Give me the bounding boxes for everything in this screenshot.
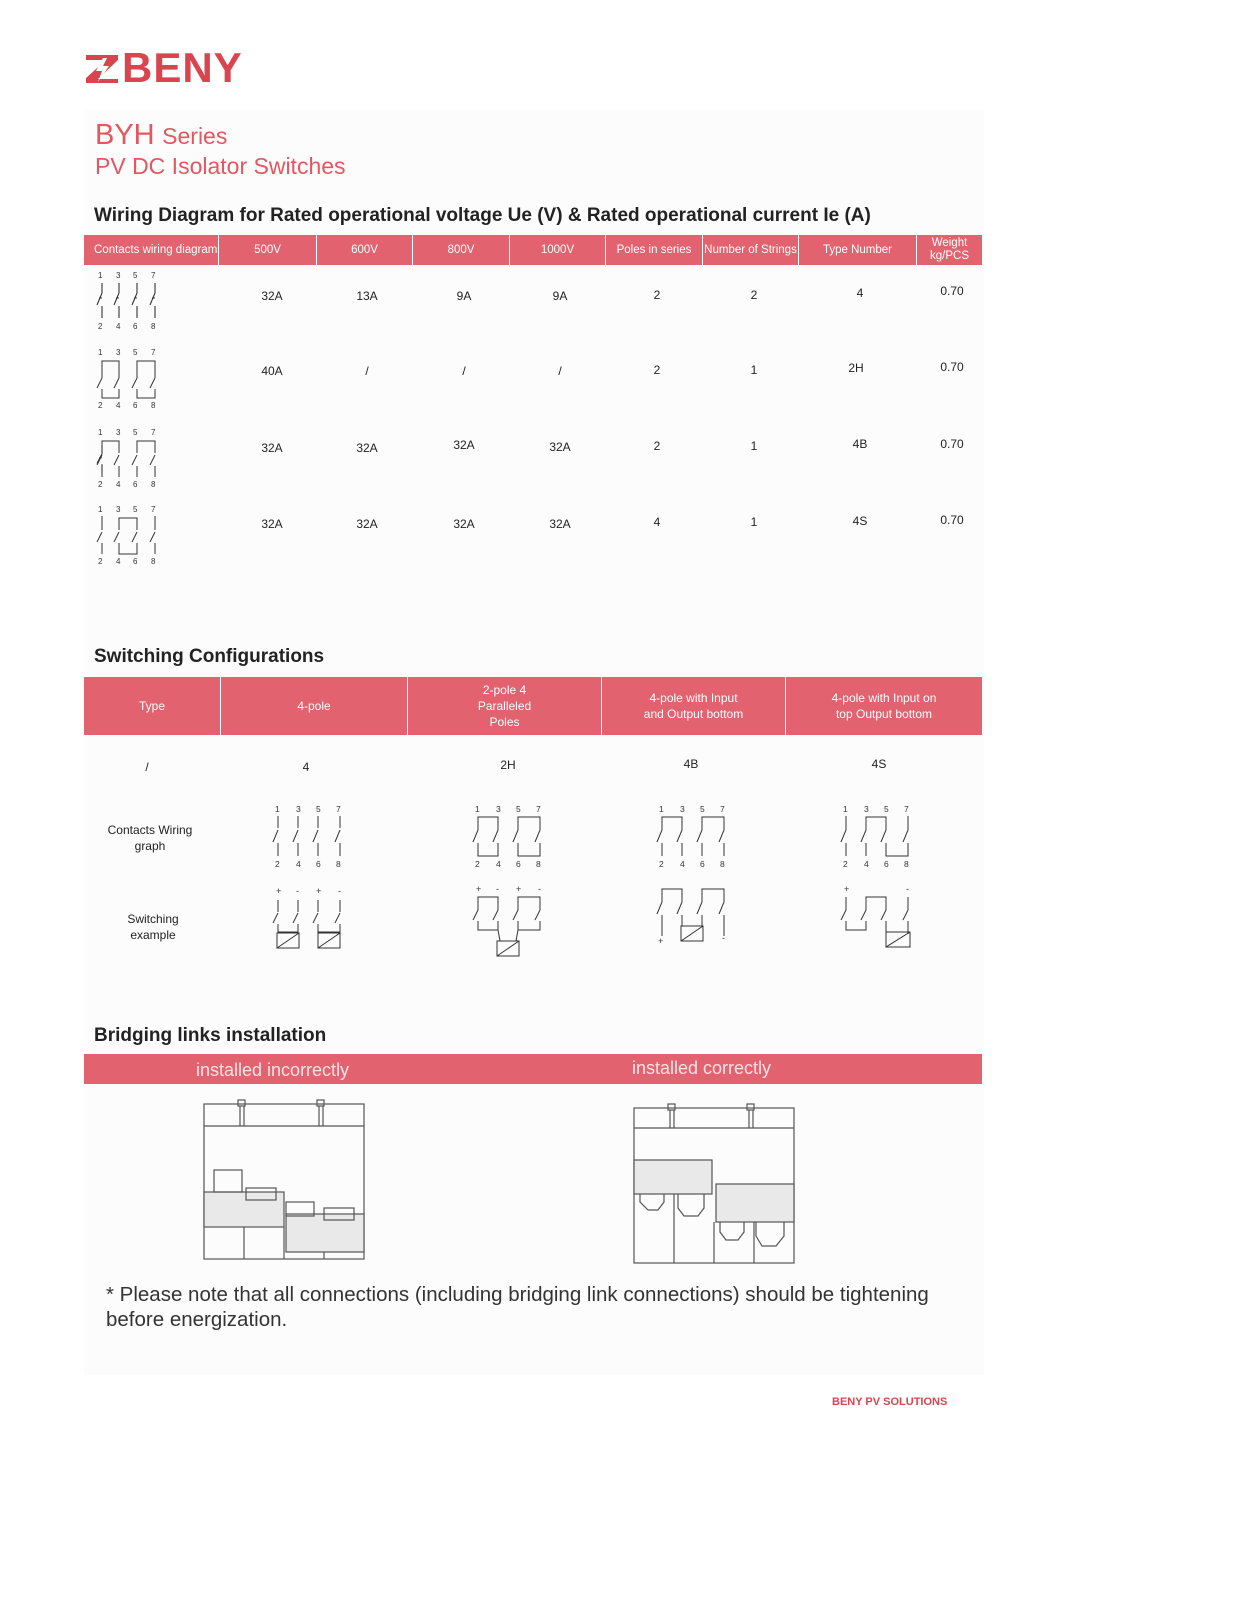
svg-text:6: 6	[316, 859, 321, 869]
cell-500v: 40A	[261, 364, 283, 378]
config-wiring-4b	[657, 804, 725, 869]
col-500v: 500V	[219, 235, 317, 265]
cell-weight: 0.70	[940, 360, 964, 374]
footer-brand: BENY PV SOLUTIONS	[832, 1396, 948, 1408]
svg-text:-: -	[496, 884, 499, 894]
svg-text:6: 6	[133, 401, 138, 410]
svg-text:3: 3	[864, 804, 869, 814]
svg-text:5: 5	[133, 505, 138, 514]
svg-text:6: 6	[133, 557, 138, 566]
svg-text:5: 5	[316, 804, 321, 814]
config-wiring-2h	[473, 804, 541, 869]
cell-1000v: /	[558, 364, 562, 378]
svg-text:1: 1	[659, 804, 664, 814]
col-1000v: 1000V	[510, 235, 606, 265]
svg-text:5: 5	[700, 804, 705, 814]
row-label-switching: Switching example	[127, 912, 179, 942]
svg-text:7: 7	[151, 428, 156, 437]
svg-text:6: 6	[700, 859, 705, 869]
svg-text:4: 4	[116, 480, 121, 489]
svg-text:5: 5	[884, 804, 889, 814]
svg-text:2: 2	[475, 859, 480, 869]
bridging-drawings	[200, 1096, 800, 1266]
bridging-title: Bridging links installation	[94, 1025, 327, 1046]
svg-text:3: 3	[496, 804, 501, 814]
svg-text:4: 4	[496, 859, 501, 869]
svg-text:6: 6	[884, 859, 889, 869]
svg-text:7: 7	[151, 505, 156, 514]
switching-example-4	[273, 886, 341, 948]
svg-text:8: 8	[151, 480, 156, 489]
cell-800v: 32A	[453, 438, 475, 452]
cfg-type-4: 4S	[871, 757, 887, 771]
col-cfg-4s: 4-pole with Input on top Output bottom	[831, 691, 937, 721]
svg-text:5: 5	[133, 271, 138, 280]
col-600v: 600V	[317, 235, 413, 265]
svg-text:2: 2	[98, 557, 103, 566]
svg-text:6: 6	[516, 859, 521, 869]
svg-text:4: 4	[680, 859, 685, 869]
col-strings: Number of Strings	[703, 235, 799, 265]
cell-500v: 32A	[261, 517, 283, 531]
cell-1000v: 32A	[549, 440, 571, 454]
cell-type: 4S	[852, 514, 868, 528]
svg-text:1: 1	[275, 804, 280, 814]
svg-text:2: 2	[98, 401, 103, 410]
svg-text:-: -	[906, 884, 909, 894]
svg-text:3: 3	[116, 271, 121, 280]
cell-600v: /	[365, 364, 369, 378]
svg-text:-: -	[338, 886, 341, 896]
col-cfg-4pole: 4-pole	[221, 677, 408, 735]
cell-poles: 2	[653, 439, 661, 453]
svg-text:+: +	[658, 936, 664, 946]
svg-text:1: 1	[475, 804, 480, 814]
svg-text:+: +	[276, 886, 282, 896]
cell-600v: 13A	[356, 289, 378, 303]
correct-installation-drawing	[634, 1104, 794, 1263]
svg-text:7: 7	[151, 271, 156, 280]
wiring-diagram-4b	[97, 428, 156, 489]
product-title: PV DC Isolator Switches	[95, 153, 346, 179]
svg-text:5: 5	[133, 348, 138, 357]
cell-500v: 32A	[261, 289, 283, 303]
svg-text:2: 2	[659, 859, 664, 869]
col-800v: 800V	[413, 235, 510, 265]
svg-text:+: +	[316, 886, 322, 896]
svg-text:7: 7	[536, 804, 541, 814]
svg-text:2: 2	[98, 322, 103, 331]
svg-text:8: 8	[151, 322, 156, 331]
cfg-type-2: 2H	[500, 758, 516, 772]
svg-text:7: 7	[336, 804, 341, 814]
svg-text:+: +	[844, 884, 850, 894]
svg-text:4: 4	[116, 557, 121, 566]
cell-800v: 9A	[456, 289, 472, 303]
svg-text:+: +	[476, 884, 482, 894]
label-incorrect: installed incorrectly	[196, 1060, 350, 1080]
cell-weight: 0.70	[940, 284, 964, 298]
config-title: Switching Configurations	[94, 646, 325, 667]
cell-800v: /	[462, 364, 466, 378]
cell-strings: 1	[750, 363, 758, 377]
svg-text:-: -	[296, 886, 299, 896]
col-weight: Weight kg/PCS	[930, 237, 969, 262]
svg-text:5: 5	[516, 804, 521, 814]
cell-800v: 32A	[453, 517, 475, 531]
svg-text:3: 3	[116, 428, 121, 437]
cell-1000v: 32A	[549, 517, 571, 531]
cell-500v: 32A	[261, 441, 283, 455]
series-word: Series	[162, 123, 228, 149]
brand-logo	[84, 46, 243, 90]
svg-text:2: 2	[843, 859, 848, 869]
config-diagrams	[260, 796, 980, 966]
svg-text:1: 1	[98, 505, 103, 514]
row-label-wiring: Contacts Wiring graph	[107, 823, 193, 853]
cell-weight: 0.70	[940, 513, 964, 527]
svg-text:1: 1	[843, 804, 848, 814]
svg-text:3: 3	[296, 804, 301, 814]
series-title	[95, 120, 227, 151]
col-cfg-type: Type	[84, 677, 221, 735]
switching-example-4s	[841, 884, 910, 947]
switching-example-2h	[473, 884, 541, 956]
label-correct: installed correctly	[632, 1058, 772, 1078]
wiring-title: Wiring Diagram for Rated operational voltage Ue (V) & Rated operational current Ie (A)	[94, 205, 871, 226]
col-cfg-2pole: 2-pole 4 Paralleled Poles	[408, 677, 602, 735]
installation-note: * Please note that all connections (including bridging link connections) should be tightening before energization.	[106, 1283, 929, 1331]
config-wiring-4	[273, 804, 341, 869]
col-contacts: Contacts wiring diagram	[84, 235, 219, 265]
col-type: Type Number	[799, 235, 917, 265]
switching-example-4b	[657, 889, 725, 946]
cell-1000v: 9A	[552, 289, 568, 303]
wiring-diagram-4	[97, 271, 156, 331]
svg-text:8: 8	[904, 859, 909, 869]
cell-type: 2H	[848, 361, 864, 375]
cfg-type-3: 4B	[683, 757, 699, 771]
svg-text:8: 8	[720, 859, 725, 869]
beny-logo-icon	[84, 51, 120, 85]
svg-text:8: 8	[336, 859, 341, 869]
svg-text:8: 8	[536, 859, 541, 869]
cfg-type-0: /	[145, 760, 149, 774]
svg-text:4: 4	[116, 401, 121, 410]
cell-poles: 2	[653, 288, 661, 302]
svg-text:4: 4	[296, 859, 301, 869]
incorrect-installation-drawing	[204, 1100, 364, 1259]
svg-text:8: 8	[151, 401, 156, 410]
wiring-table-header	[84, 235, 982, 265]
wiring-diagram-4s	[97, 505, 156, 566]
cell-weight: 0.70	[940, 437, 964, 451]
cell-strings: 1	[750, 439, 758, 453]
brand-name: BENY	[122, 44, 243, 91]
cfg-type-1: 4	[302, 760, 310, 774]
svg-text:6: 6	[133, 322, 138, 331]
svg-text:2: 2	[275, 859, 280, 869]
svg-text:1: 1	[98, 428, 103, 437]
col-poles: Poles in series	[606, 235, 703, 265]
config-wiring-4s	[841, 804, 909, 869]
svg-text:5: 5	[133, 428, 138, 437]
svg-text:1: 1	[98, 271, 103, 280]
svg-text:3: 3	[116, 348, 121, 357]
svg-text:+: +	[516, 884, 522, 894]
svg-text:2: 2	[98, 480, 103, 489]
cell-600v: 32A	[356, 441, 378, 455]
col-cfg-4b: 4-pole with Input and Output bottom	[602, 677, 786, 735]
svg-text:7: 7	[720, 804, 725, 814]
wiring-diagrams	[88, 268, 168, 568]
svg-text:1: 1	[98, 348, 103, 357]
svg-text:3: 3	[680, 804, 685, 814]
cell-strings: 1	[750, 515, 758, 529]
wiring-diagram-2h	[97, 348, 156, 410]
cell-type: 4	[856, 286, 864, 300]
svg-text:4: 4	[864, 859, 869, 869]
svg-text:7: 7	[151, 348, 156, 357]
cell-poles: 4	[653, 515, 661, 529]
series-code: BYH	[95, 119, 155, 151]
config-table-header	[84, 677, 982, 735]
cell-type: 4B	[852, 437, 868, 451]
svg-text:-: -	[538, 884, 541, 894]
svg-text:4: 4	[116, 322, 121, 331]
svg-text:6: 6	[133, 480, 138, 489]
svg-text:3: 3	[116, 505, 121, 514]
svg-text:8: 8	[151, 557, 156, 566]
cell-strings: 2	[750, 288, 758, 302]
cell-600v: 32A	[356, 517, 378, 531]
cell-poles: 2	[653, 363, 661, 377]
svg-text:7: 7	[904, 804, 909, 814]
bridging-band	[84, 1054, 982, 1084]
svg-text:-: -	[722, 933, 725, 943]
